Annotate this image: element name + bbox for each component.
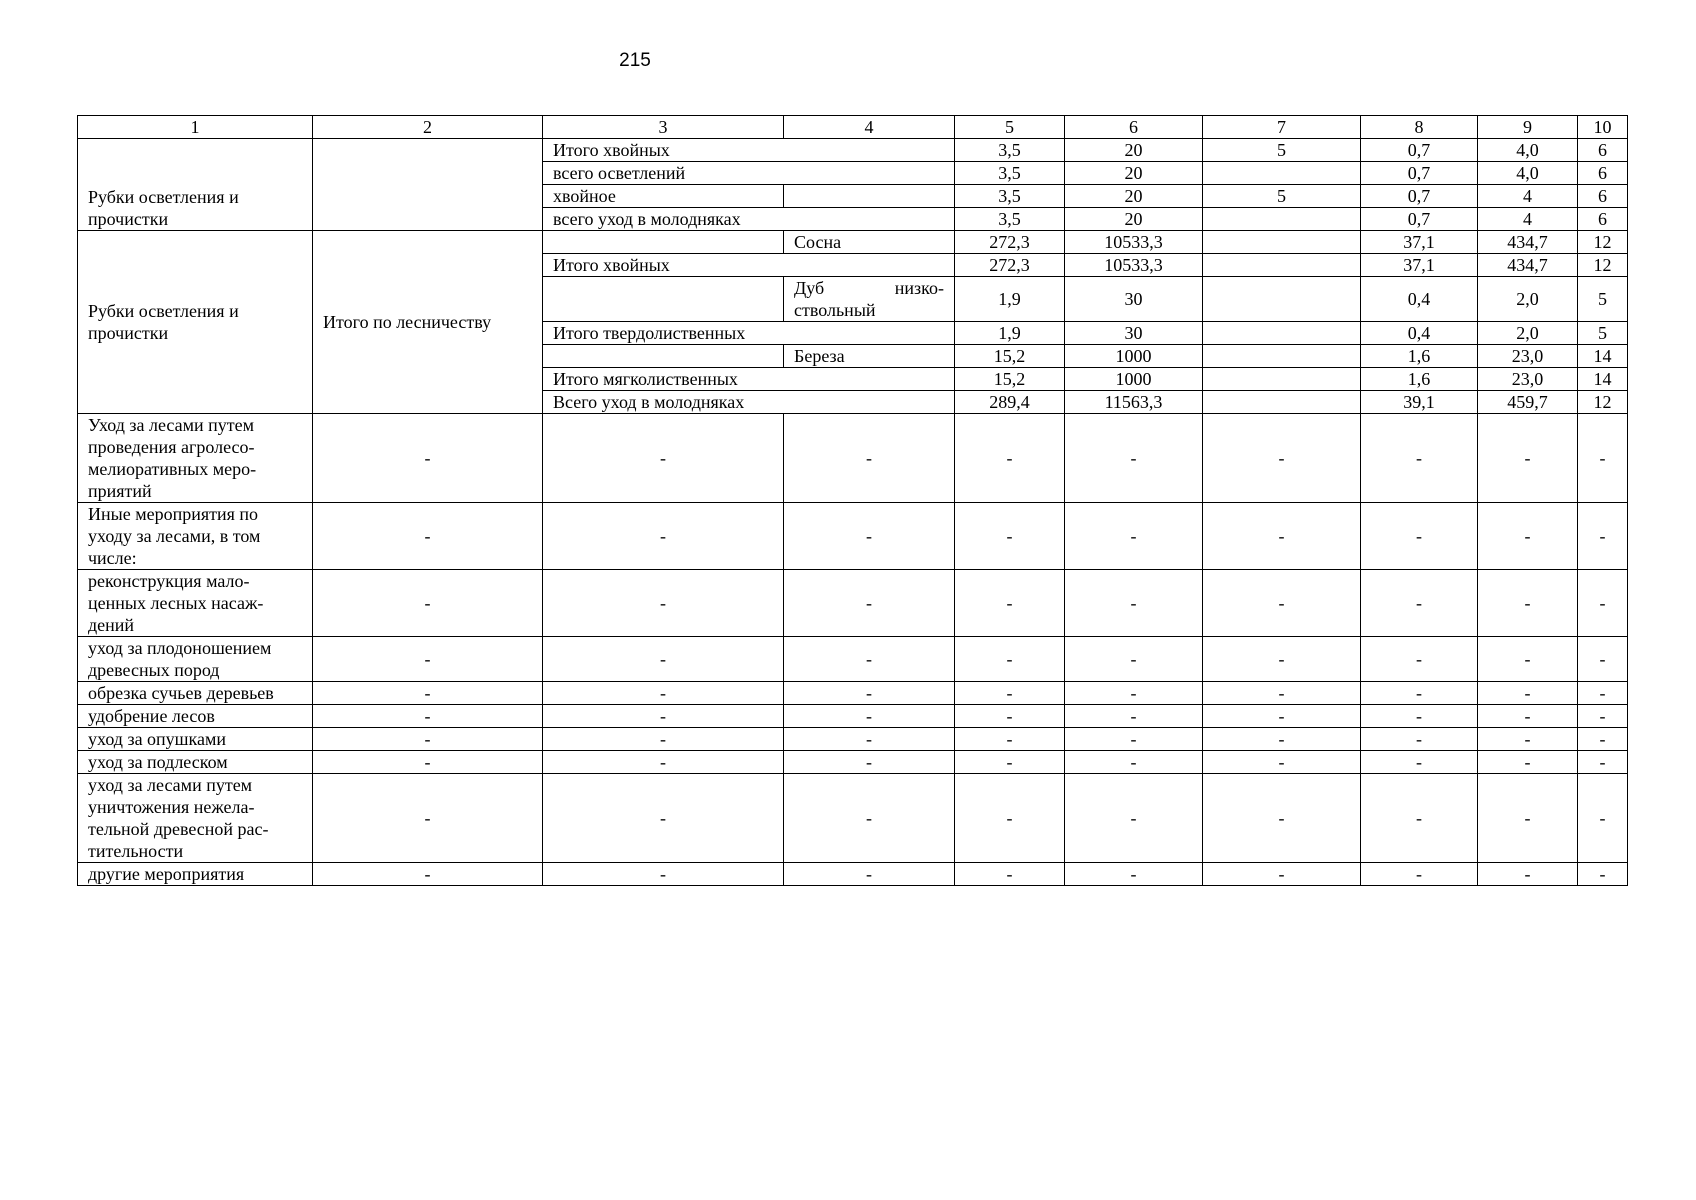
value-cell: 5 [1578,277,1628,322]
dash-cell: - [1361,705,1478,728]
dash-cell: - [1361,570,1478,637]
column-number-row [78,116,1628,139]
dash-cell: - [1478,570,1578,637]
dash-cell: - [955,705,1065,728]
dash-cell: - [1578,774,1628,863]
value-cell: 14 [1578,368,1628,391]
table-row [78,751,1628,774]
dash-cell: - [955,728,1065,751]
column-number: 6 [1065,116,1203,139]
row-label: Итого хвойных [543,139,955,162]
value-cell: 1,9 [955,277,1065,322]
dash-cell: - [543,751,784,774]
table-row [78,705,1628,728]
value-cell [1203,277,1361,322]
activity-label: уход за подлеском [78,751,313,774]
value-cell: 3,5 [955,162,1065,185]
row-label [543,231,784,254]
dash-cell: - [313,570,543,637]
dash-cell: - [543,503,784,570]
dash-cell: - [313,728,543,751]
value-cell: 2,0 [1478,277,1578,322]
dash-cell: - [543,637,784,682]
value-cell [1203,345,1361,368]
dash-cell: - [1478,863,1578,886]
table-row [78,503,1628,570]
activity-label: удобрение лесов [78,705,313,728]
value-cell [1203,254,1361,277]
value-cell: 1,6 [1361,345,1478,368]
activity-label: реконструкция мало-ценных лесных насаж-дений [78,570,313,637]
species-cell [784,277,955,322]
table-row [78,231,1628,254]
value-cell: 5 [1203,185,1361,208]
value-cell: 0,7 [1361,208,1478,231]
value-cell: 3,5 [955,208,1065,231]
activity-label: другие мероприятия [78,863,313,886]
dash-cell: - [1361,414,1478,503]
value-cell: 12 [1578,391,1628,414]
value-cell: 0,4 [1361,277,1478,322]
dash-cell: - [1361,774,1478,863]
value-cell: 6 [1578,208,1628,231]
value-cell: 6 [1578,185,1628,208]
dash-cell: - [784,414,955,503]
dash-cell: - [1578,863,1628,886]
row-label [543,345,784,368]
value-cell: 2,0 [1478,322,1578,345]
value-cell: 272,3 [955,231,1065,254]
dash-cell: - [1361,637,1478,682]
dash-cell: - [1065,774,1203,863]
dash-cell: - [784,637,955,682]
dash-cell: - [1478,705,1578,728]
value-cell: 1000 [1065,345,1203,368]
value-cell: 20 [1065,208,1203,231]
dash-cell: - [313,414,543,503]
dash-cell: - [1578,503,1628,570]
value-cell: 20 [1065,139,1203,162]
dash-cell: - [1361,751,1478,774]
species-line: Дуб низко- [794,278,944,298]
dash-cell: - [313,774,543,863]
dash-cell: - [543,728,784,751]
dash-cell: - [784,503,955,570]
forestry-total-label: Итого по лесничеству [313,231,543,414]
column-number: 8 [1361,116,1478,139]
dash-cell: - [313,682,543,705]
value-cell: 6 [1578,139,1628,162]
dash-cell: - [1478,751,1578,774]
value-cell: 1000 [1065,368,1203,391]
dash-cell: - [313,637,543,682]
dash-cell: - [1203,637,1361,682]
value-cell: 39,1 [1361,391,1478,414]
activity-label: Уход за лесами путем проведения агролесо-мелиоративных меро-приятий [78,414,313,503]
column-number: 10 [1578,116,1628,139]
value-cell: 15,2 [955,368,1065,391]
dash-cell: - [1065,503,1203,570]
table-row [78,414,1628,503]
value-cell: 0,7 [1361,162,1478,185]
empty-cell [313,139,543,231]
dash-cell: - [784,774,955,863]
value-cell: 1,9 [955,322,1065,345]
column-number: 9 [1478,116,1578,139]
species-line: ствольный [794,300,876,320]
row-label: хвойное [543,185,784,208]
dash-cell: - [1478,414,1578,503]
activity-label: Рубки осветления и прочистки [78,231,313,414]
column-number: 4 [784,116,955,139]
value-cell: 5 [1203,139,1361,162]
row-label: Итого хвойных [543,254,955,277]
dash-cell: - [1065,863,1203,886]
value-cell [1203,208,1361,231]
value-cell: 37,1 [1361,254,1478,277]
value-cell: 0,7 [1361,185,1478,208]
dash-cell: - [1203,570,1361,637]
value-cell: 10533,3 [1065,254,1203,277]
value-cell: 4,0 [1478,162,1578,185]
dash-cell: - [1361,503,1478,570]
dash-cell: - [1065,414,1203,503]
table-row [78,728,1628,751]
value-cell [1203,391,1361,414]
species-cell: Береза [784,345,955,368]
value-cell [1203,162,1361,185]
dash-cell: - [1478,503,1578,570]
dash-cell: - [543,863,784,886]
dash-cell: - [543,570,784,637]
dash-cell: - [784,705,955,728]
dash-cell: - [1478,728,1578,751]
value-cell: 434,7 [1478,231,1578,254]
table-row [78,139,1628,162]
table-row [78,774,1628,863]
value-cell: 6 [1578,162,1628,185]
value-cell: 10533,3 [1065,231,1203,254]
activity-label: Рубки осветления и прочистки [78,139,313,231]
dash-cell: - [1578,751,1628,774]
value-cell: 4 [1478,185,1578,208]
activity-label: уход за плодоношением древесных пород [78,637,313,682]
dash-cell: - [784,751,955,774]
value-cell: 30 [1065,277,1203,322]
value-cell: 12 [1578,254,1628,277]
column-number: 7 [1203,116,1361,139]
row-label: Итого твердолиственных [543,322,955,345]
activity-label: Иные мероприятия по уходу за лесами, в том числе: [78,503,313,570]
dash-cell: - [543,682,784,705]
dash-cell: - [1578,705,1628,728]
dash-cell: - [1203,414,1361,503]
dash-cell: - [784,682,955,705]
value-cell: 11563,3 [1065,391,1203,414]
dash-cell: - [313,503,543,570]
value-cell: 23,0 [1478,368,1578,391]
dash-cell: - [1578,682,1628,705]
table-row [78,570,1628,637]
dash-cell: - [1065,728,1203,751]
value-cell [1203,322,1361,345]
dash-cell: - [313,863,543,886]
value-cell: 5 [1578,322,1628,345]
table-row [78,863,1628,886]
activity-label: уход за лесами путем уничтожения нежела-тельной древесной рас-тительности [78,774,313,863]
forest-care-table [77,115,1628,886]
row-label: Итого мягколиственных [543,368,955,391]
species-cell: Сосна [784,231,955,254]
column-number: 2 [313,116,543,139]
column-number: 5 [955,116,1065,139]
dash-cell: - [955,863,1065,886]
dash-cell: - [1578,414,1628,503]
dash-cell: - [1578,728,1628,751]
dash-cell: - [1065,751,1203,774]
row-label: Всего уход в молодняках [543,391,955,414]
value-cell: 3,5 [955,185,1065,208]
dash-cell: - [955,414,1065,503]
dash-cell: - [1065,637,1203,682]
dash-rows [78,414,1628,886]
dash-cell: - [543,414,784,503]
dash-cell: - [1361,728,1478,751]
row-label: всего осветлений [543,162,955,185]
dash-cell: - [1478,774,1578,863]
dash-cell: - [1203,503,1361,570]
value-cell: 1,6 [1361,368,1478,391]
value-cell: 3,5 [955,139,1065,162]
dash-cell: - [955,637,1065,682]
dash-cell: - [313,751,543,774]
value-cell: 0,4 [1361,322,1478,345]
dash-cell: - [1578,637,1628,682]
value-cell: 23,0 [1478,345,1578,368]
dash-cell: - [784,570,955,637]
dash-cell: - [1065,570,1203,637]
value-cell: 15,2 [955,345,1065,368]
dash-cell: - [1065,682,1203,705]
column-number: 1 [78,116,313,139]
dash-cell: - [1478,682,1578,705]
dash-cell: - [543,705,784,728]
dash-cell: - [1478,637,1578,682]
activity-label: уход за опушками [78,728,313,751]
dash-cell: - [1203,728,1361,751]
table-row [78,637,1628,682]
value-cell: 4,0 [1478,139,1578,162]
dash-cell: - [784,728,955,751]
value-cell: 272,3 [955,254,1065,277]
value-cell: 459,7 [1478,391,1578,414]
dash-cell: - [955,774,1065,863]
dash-cell: - [1203,774,1361,863]
value-cell: 0,7 [1361,139,1478,162]
value-cell: 14 [1578,345,1628,368]
dash-cell: - [955,570,1065,637]
value-cell: 289,4 [955,391,1065,414]
value-cell [1203,231,1361,254]
value-cell: 20 [1065,162,1203,185]
value-cell [1203,368,1361,391]
column-number: 3 [543,116,784,139]
value-cell: 434,7 [1478,254,1578,277]
row-label [543,277,784,322]
dash-cell: - [1203,682,1361,705]
dash-cell: - [1361,682,1478,705]
value-cell: 4 [1478,208,1578,231]
dash-cell: - [1203,863,1361,886]
dash-cell: - [1203,751,1361,774]
activity-label: обрезка сучьев деревьев [78,682,313,705]
dash-cell: - [955,503,1065,570]
dash-cell: - [1065,705,1203,728]
dash-cell: - [1203,705,1361,728]
table-row [78,682,1628,705]
value-cell: 30 [1065,322,1203,345]
value-cell: 12 [1578,231,1628,254]
dash-cell: - [784,863,955,886]
page-number: 215 [619,50,651,71]
dash-cell: - [1578,570,1628,637]
dash-cell: - [313,705,543,728]
value-cell: 37,1 [1361,231,1478,254]
row-label: всего уход в молодняках [543,208,955,231]
species-cell [784,185,955,208]
dash-cell: - [955,751,1065,774]
dash-cell: - [543,774,784,863]
dash-cell: - [1361,863,1478,886]
dash-cell: - [955,682,1065,705]
value-cell: 20 [1065,185,1203,208]
